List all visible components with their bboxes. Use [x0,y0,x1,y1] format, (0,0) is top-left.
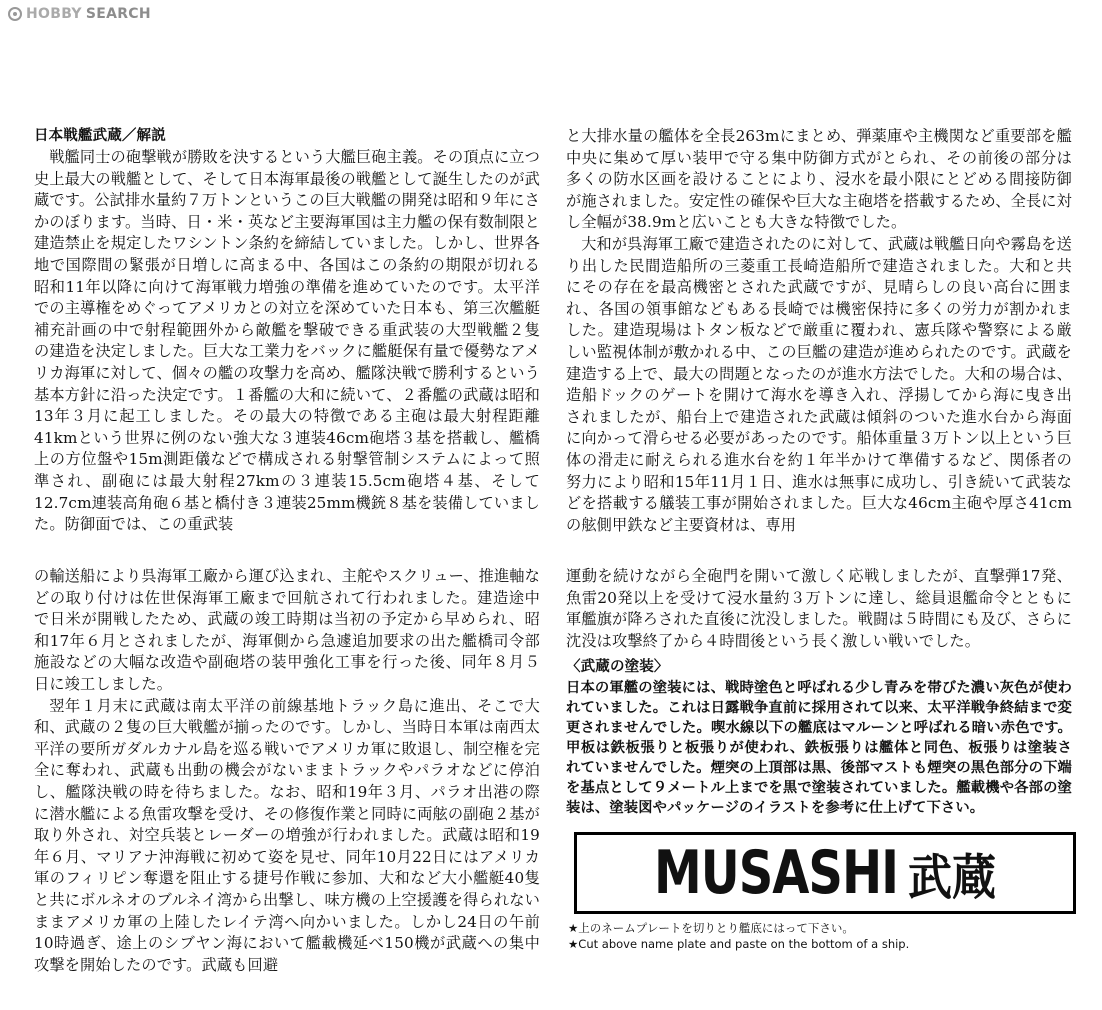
note-english: ★Cut above name plate and paste on the bottom of a ship. [568,937,910,951]
paragraph: 運動を続けながら全砲門を開いて激しく応戦しましたが、直撃弾17発、魚雷20発以上を受けて浸水量約３万トンに達し、総員退艦命令とともに軍艦旗が降ろされた直後に沈没しました。戦闘は５時間にも及び、さらに沈没は攻撃終了から４時間後という長く激しい戦いでした。 [566,567,1072,650]
paragraph: 大和が呉海軍工廠で建造されたのに対して、武蔵は戦艦日向や霧島を送り出した民間造船所の三菱重工長崎造船所で建造されました。大和と共にその存在を最高機密とされた武蔵ですが、見晴らしの良い高台に囲まれ、各国の領事館などもある長崎では機密保持に多くの労力が割かれました。建造現場はトタン板などで厳重に覆われ、憲兵隊や警察による厳しい監視体制が敷かれる中、この巨艦の建造が進められたのです。武蔵を建造する上で、最大の問題となったのが進水方法でした。大和の場合は、造船ドックのゲートを開けて海水を導き入れ、浮揚してから海に曳き出されましたが、船台上で建造された武蔵は傾斜のついた進水台から海面に向かって滑らせる必要があったのです。船体重量３万トン以上という巨体の滑走に耐えられる進水台を約１年半かけて準備するなど、関係者の努力により昭和15年11月１日、進水は無事に成功し、引き続いて武装などを搭載する艤装工事が開始されました。巨大な46cm主砲や厚さ41cmの舷側甲鉄など主要資材は、専用 [566,234,1072,534]
name-plate-kanji: 武蔵 [908,849,997,906]
hobby-search-logo-icon [8,7,22,21]
paragraph: と大排水量の艦体を全長263mにまとめ、弾薬庫や主機関など重要部を艦中央に集めて厚い装甲で守る集中防御方式がとられ、その前後の部分は多くの防水区画を設けることにより、浸水を最小限にとどめる間接防御が施されました。安定性の確保や巨大な主砲塔を搭載するため、全長に対し全幅が38.9mと広いことも大きな特徴でした。 [566,127,1072,232]
paint-description: 日本の軍艦の塗装には、戦時塗色と呼ばれる少し青みを帯びた濃い灰色が使われていました。これは日露戦争直前に採用されて以来、太平洋戦争終結まで変更されませんでした。喫水線以下の艦底はマルーンと呼ばれる暗い赤色です。甲板は鉄板張りと板張りが使われ、鉄板張りは艦体と同色、板張りは塗装されていませんでした。煙突の上頂部は黒、後部マストも煙突の黒色部分の下端を基点として９メートル上までを黒で塗装されていました。艦載機や各部の塗装は、塗装図やパッケージのイラストを参考に仕上げて下さい。 [566,680,1072,817]
section1-right-column [566,126,1072,536]
watermark-part2: SEARCH [85,6,151,22]
paragraph: の輸送船により呉海軍工廠から運び込まれ、主舵やスクリュー、推進軸などの取り付けは佐世保海軍工廠まで回航されて行われました。建造途中で日米が開戦したため、武蔵の竣工時期は当初の予定から早められ、昭和17年６月とされましたが、海軍側から急遽追加要求の出た艦橋司令部施設などの大幅な改造や副砲塔の装甲強化工事を行った後、同年８月５日に竣工しました。 [34,567,540,693]
section1-left-column [34,126,540,536]
paint-heading: 〈武蔵の塗装〉 [566,659,669,676]
watermark-part1: HOBBY [26,6,82,22]
name-plate [574,832,1076,914]
section2-left-column [34,566,540,976]
article-heading: 日本戦艦武蔵／解説 [34,128,166,144]
paragraph: 戦艦同士の砲撃戦が勝敗を決するという大艦巨砲主義。その頂点に立つ史上最大の戦艦として、そして日本海軍最後の戦艦として誕生したのが武蔵です。公試排水量約７万トンというこの巨大戦艦の開発は昭和９年にさかのぼります。当時、日・米・英など主要海軍国は主力艦の保有数制限と建造禁止を規定したワシントン条約を締結していました。しかし、世界各地で国際間の緊張が日増しに高まる中、各国はこの条約の期限が切れる昭和11年以降に向けて海軍戦力増強の準備を進めていたのです。太平洋での主導権をめぐってアメリカとの対立を深めていた日本も、第三次艦艇補充計画の中で射程範囲外から敵艦を撃破できる重武装の大型戦艦２隻の建造を決定しました。巨大な工業力をバックに艦艇保有量で優勢なアメリカ海軍に対して、個々の艦の攻撃力を高め、艦隊決戦で勝利するという基本方針に沿った決定です。１番艦の大和に続いて、２番艦の武蔵は昭和13年３月に起工しました。その最大の特徴である主砲は最大射程距離41kmという世界に例のない強大な３連装46cm砲塔３基を搭載し、艦橋上の方位盤や15m測距儀などで構成される射撃管制システムによって照準され、副砲には最大射程27kmの３連装15.5cm砲塔４基、そして12.7cm連装高角砲６基と橋付き３連装25mm機銃８基を装備していました。防御面では、この重武装 [34,148,540,534]
paragraph: 翌年１月末に武蔵は南太平洋の前線基地トラック島に進出、そこで大和、武蔵の２隻の巨大戦艦が揃ったのです。しかし、当時日本軍は南西太平洋の要所ガダルカナル島を巡る戦いでアメリカ軍に敗退し、制空権を完全に奪われ、武蔵も出動の機会がないままトラックやパラオなどに停泊し、艦隊決戦の時を待ちました。なお、昭和19年３月、パラオ出港の際に潜水艦による魚雷攻撃を受け、その修復作業と同時に両舷の副砲２基が取り外され、対空兵装とレーダーの増強が行われました。武蔵は昭和19年６月、マリアナ沖海戦に初めて姿を見せ、同年10月22日にはアメリカ軍のフィリピン奪還を阻止する捷号作戦に参加、大和など大小艦艇40隻と共にボルネオのブルネイ湾から出撃し、味方機の上空援護を得られないままアメリカ軍の上陸したレイテ湾へ向かいました。しかし24日の午前10時過ぎ、途上のシブヤン海において艦載機延べ150機が武蔵への集中攻撃を開始したのです。武蔵も回避 [34,696,540,974]
name-plate-latin: MUSASHI [653,838,899,908]
section2-right-column [566,566,1072,818]
hobby-search-watermark [8,6,151,22]
note-japanese: ★上のネームプレートを切りとり艦底にはって下さい。 [568,921,854,935]
